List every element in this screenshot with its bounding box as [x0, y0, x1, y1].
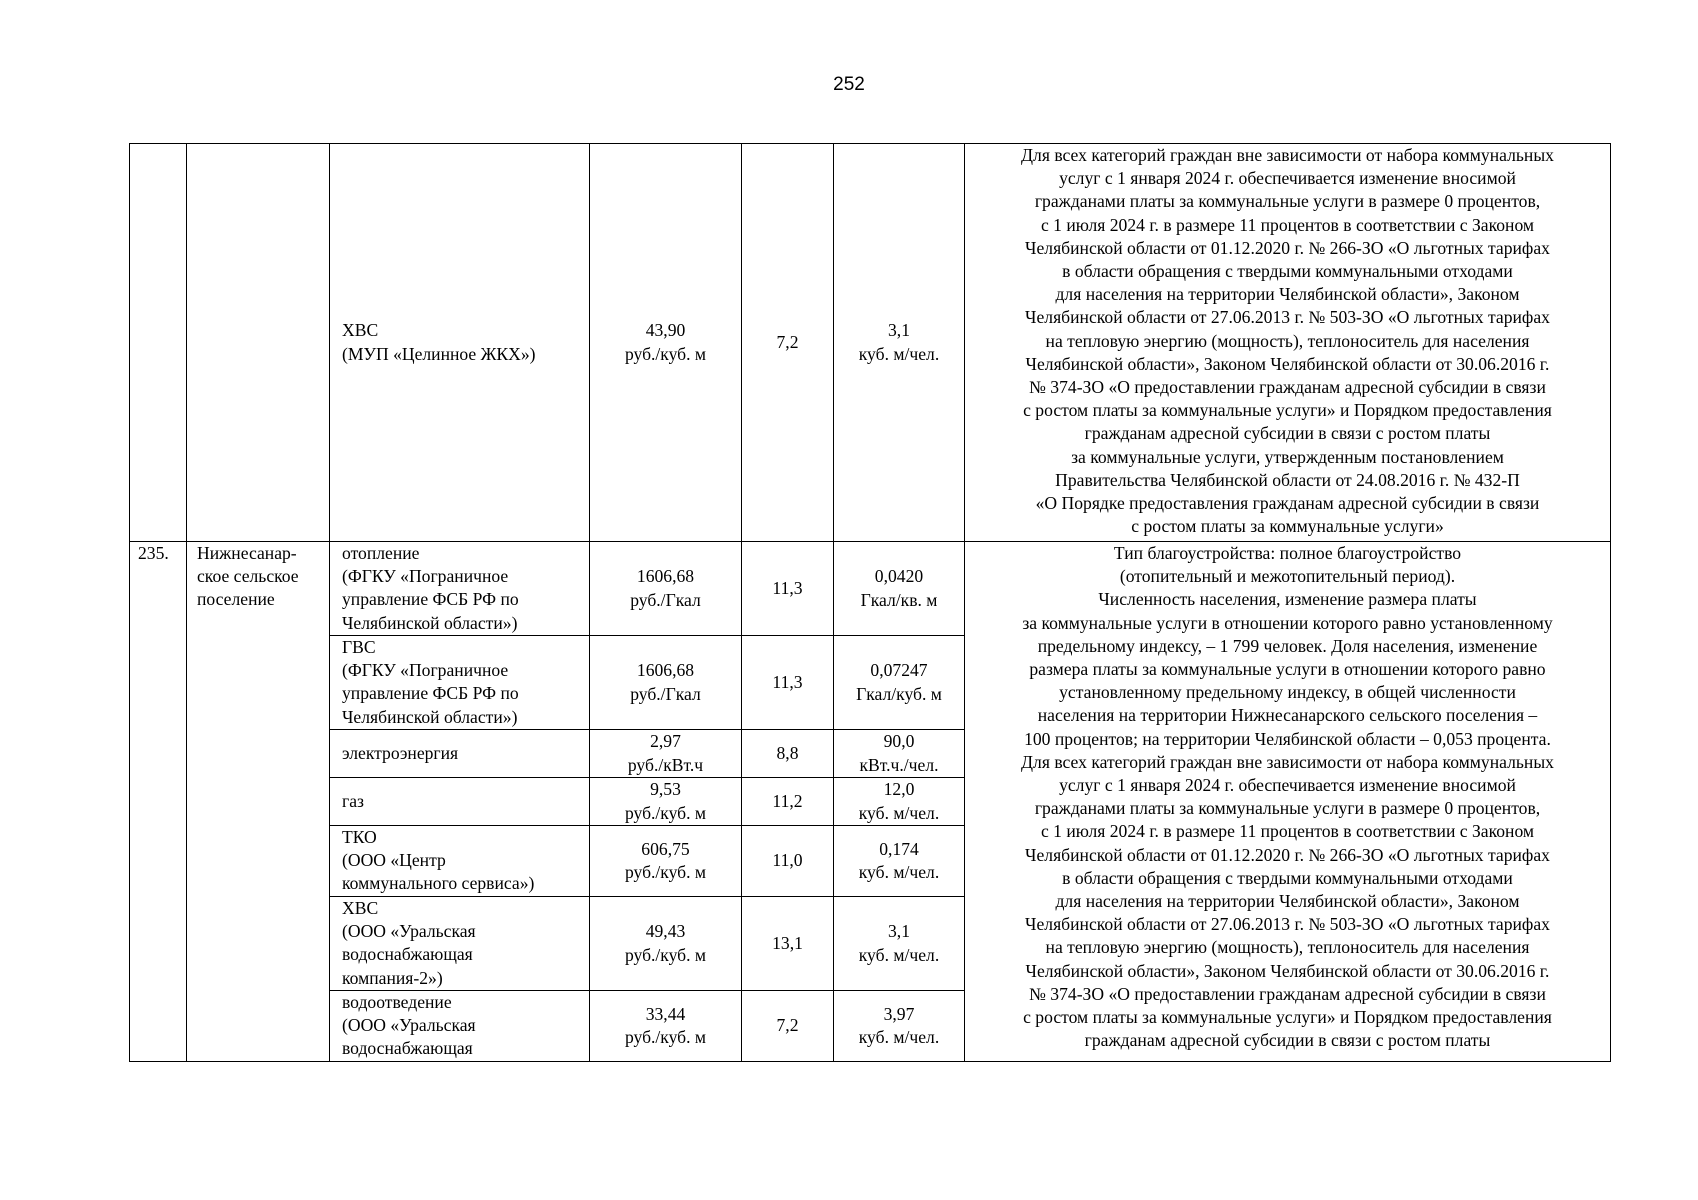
text-line: 9,53	[650, 779, 681, 800]
index-cell: 11,2	[742, 778, 834, 826]
tariff-cell	[590, 144, 742, 542]
text-line: гражданам адресной субсидии в связи с ростом платы	[1084, 423, 1491, 444]
text-line: руб./Гкал	[630, 683, 701, 704]
text-line: управление ФСБ РФ по	[342, 683, 519, 704]
text-line: с ростом платы за коммунальные услуги» и Порядком предоставления	[1023, 1007, 1552, 1028]
norm-cell	[834, 144, 965, 542]
text-line: в области обращения с твердыми коммунальными отходами	[1062, 867, 1513, 888]
text-line: ГВС	[342, 637, 376, 657]
text-line: электроэнергия	[342, 742, 459, 763]
text-line: руб./куб. м	[624, 944, 707, 965]
text-line: водоснабжающая	[342, 1038, 473, 1059]
row-number-cell	[130, 144, 187, 542]
text-line: с ростом платы за коммунальные услуги»	[1131, 516, 1444, 537]
text-line: ХВС	[342, 320, 379, 341]
text-line: (ООО «Центр	[342, 850, 446, 871]
text-line: услуг с 1 января 2024 г. обеспечивается изменение вносимой	[1059, 775, 1516, 796]
text-line: руб./Гкал	[630, 589, 701, 610]
note-cell	[965, 542, 1611, 1062]
row-number-cell: 235.	[130, 542, 187, 1062]
text-line: Челябинской области от 01.12.2020 г. № 266-ЗО «О льготных тарифах	[1025, 844, 1550, 865]
text-line: в области обращения с твердыми коммунальными отходами	[1062, 261, 1513, 282]
text-line: № 374-ЗО «О предоставлении гражданам адресной субсидии в связи	[1029, 983, 1546, 1004]
text-line: газ	[342, 790, 364, 811]
text-line: на тепловую энергию (мощность), теплоноситель для населения	[1045, 937, 1530, 958]
text-line: руб./куб. м	[624, 802, 707, 823]
text-line: Челябинской области»)	[342, 612, 518, 633]
text-line: куб. м/чел.	[858, 944, 940, 965]
text-line: № 374-ЗО «О предоставлении гражданам адресной субсидии в связи	[1029, 377, 1546, 398]
norm-cell	[834, 991, 965, 1062]
text-line: коммунального сервиса»)	[342, 873, 535, 894]
norm-cell	[834, 897, 965, 991]
norm-cell	[834, 778, 965, 826]
text-line: (ООО «Уральская	[342, 1015, 476, 1036]
service-cell	[330, 897, 590, 991]
tariff-cell	[590, 897, 742, 991]
text-line: на тепловую энергию (мощность), теплоноситель для населения	[1045, 330, 1530, 351]
text-line: 1606,68	[636, 566, 695, 587]
text-line: (МУП «Целинное ЖКХ»)	[342, 343, 536, 364]
tariff-cell	[590, 636, 742, 730]
text-line: 100 процентов; на территории Челябинской области – 0,053 процента.	[1024, 728, 1551, 749]
table-row	[130, 542, 1611, 636]
text-line: поселение	[197, 589, 275, 610]
norm-cell	[834, 730, 965, 778]
text-line: 3,1	[888, 921, 910, 942]
text-line: с 1 июля 2024 г. в размере 11 процентов в соответствии с Законом	[1040, 821, 1535, 842]
text-line: 43,90	[645, 320, 686, 341]
table-row	[130, 144, 1611, 542]
index-cell: 8,8	[742, 730, 834, 778]
tariff-cell	[590, 826, 742, 897]
page-number: 252	[833, 74, 865, 95]
text-line: населения на территории Нижнесанарского сельского поселения –	[1037, 705, 1538, 726]
text-line: (ООО «Уральская	[342, 921, 476, 942]
index-cell: 7,2	[742, 991, 834, 1062]
text-line: 0,174	[879, 838, 919, 859]
service-cell	[330, 730, 590, 778]
text-line: для населения на территории Челябинской области», Законом	[1055, 891, 1520, 912]
text-line: гражданами платы за коммунальные услуги в размере 0 процентов,	[1034, 191, 1541, 212]
text-line: куб. м/чел.	[858, 1027, 940, 1047]
index-cell: 11,3	[742, 542, 834, 636]
text-line: 0,0420	[874, 566, 924, 587]
text-line: водоснабжающая	[342, 944, 473, 965]
settlement-cell	[187, 542, 330, 1062]
text-line: (ФГКУ «Пограничное	[342, 660, 509, 681]
text-line: Челябинской области от 27.06.2013 г. № 503-ЗО «О льготных тарифах	[1025, 914, 1550, 935]
text-line: куб. м/чел.	[858, 802, 940, 823]
service-cell	[330, 144, 590, 542]
service-cell	[330, 991, 590, 1062]
text-line: управление ФСБ РФ по	[342, 589, 519, 610]
text-line: руб./кВт.ч	[627, 754, 704, 775]
text-line: Челябинской области от 01.12.2020 г. № 266-ЗО «О льготных тарифах	[1025, 237, 1550, 258]
text-line: Гкал/кв. м	[860, 589, 938, 610]
text-line: Для всех категорий граждан вне зависимости от набора коммунальных	[1021, 751, 1554, 772]
tariff-cell	[590, 778, 742, 826]
text-line: гражданам адресной субсидии в связи с ростом платы	[1084, 1030, 1491, 1051]
tariff-table	[129, 143, 1611, 1062]
text-line: 3,97	[883, 1003, 915, 1024]
text-line: Тип благоустройства: полное благоустройство	[1113, 543, 1462, 563]
text-line: 33,44	[645, 1003, 686, 1024]
text-line: с ростом платы за коммунальные услуги» и Порядком предоставления	[1023, 400, 1552, 421]
text-line: компания-2»)	[342, 967, 443, 988]
text-line: Челябинской области», Законом Челябинской области от 30.06.2016 г.	[1025, 353, 1550, 374]
text-line: 3,1	[888, 320, 910, 341]
text-line: водоотведение	[342, 992, 452, 1012]
service-cell	[330, 778, 590, 826]
text-line: (отопительный и межотопительный период).	[1119, 566, 1456, 587]
text-line: гражданами платы за коммунальные услуги в размере 0 процентов,	[1034, 798, 1541, 819]
index-cell: 13,1	[742, 897, 834, 991]
text-line: ТКО	[342, 827, 377, 847]
tariff-cell	[590, 991, 742, 1062]
text-line: предельному индексу, – 1 799 человек. Доля населения, изменение	[1037, 635, 1538, 656]
text-line: размера платы за коммунальные услуги в отношении которого равно	[1029, 659, 1546, 680]
text-line: Нижнесанар-	[197, 543, 297, 563]
text-line: Гкал/куб. м	[856, 683, 942, 704]
norm-cell	[834, 636, 965, 730]
norm-cell	[834, 826, 965, 897]
text-line: 606,75	[641, 838, 690, 859]
tariff-cell	[590, 542, 742, 636]
text-line: руб./куб. м	[624, 343, 707, 364]
text-line: с 1 июля 2024 г. в размере 11 процентов в соответствии с Законом	[1040, 214, 1535, 235]
text-line: руб./куб. м	[624, 862, 707, 882]
text-line: ХВС	[342, 898, 379, 918]
text-line: Правительства Челябинской области от 24.08.2016 г. № 432-П	[1055, 469, 1520, 490]
text-line: услуг с 1 января 2024 г. обеспечивается изменение вносимой	[1059, 168, 1516, 189]
index-cell: 7,2	[742, 144, 834, 542]
text-line: «О Порядке предоставления гражданам адресной субсидии в связи	[1035, 493, 1540, 514]
text-line: Численность населения, изменение размера платы	[1098, 589, 1477, 610]
text-line: руб./куб. м	[624, 1027, 707, 1047]
tariff-cell	[590, 730, 742, 778]
text-line: 12,0	[883, 779, 915, 800]
text-line: отопление	[342, 543, 420, 563]
text-line: Челябинской области от 27.06.2013 г. № 503-ЗО «О льготных тарифах	[1025, 307, 1550, 328]
text-line: 2,97	[650, 731, 681, 752]
text-line: 90,0	[883, 731, 915, 752]
text-line: куб. м/чел.	[858, 862, 940, 882]
text-line: установленному предельному индексу, в общей численности	[1059, 682, 1516, 703]
text-line: Челябинской области»)	[342, 706, 518, 727]
text-line: кВт.ч./чел.	[859, 754, 939, 775]
text-line: (ФГКУ «Пограничное	[342, 566, 509, 587]
text-line: Для всех категорий граждан вне зависимости от набора коммунальных	[1021, 145, 1554, 165]
service-cell	[330, 542, 590, 636]
index-cell: 11,3	[742, 636, 834, 730]
text-line: за коммунальные услуги в отношении которого равно установленному	[1022, 612, 1553, 633]
index-cell: 11,0	[742, 826, 834, 897]
text-line: 1606,68	[636, 660, 695, 681]
norm-cell	[834, 542, 965, 636]
text-line: для населения на территории Челябинской области», Законом	[1055, 284, 1520, 305]
text-line: Челябинской области», Законом Челябинской области от 30.06.2016 г.	[1025, 960, 1550, 981]
service-cell	[330, 636, 590, 730]
text-line: за коммунальные услуги, утвержденным постановлением	[1071, 446, 1504, 467]
text-line: 0,07247	[870, 660, 928, 681]
text-line: куб. м/чел.	[858, 343, 940, 364]
settlement-cell	[187, 144, 330, 542]
text-line: ское сельское	[197, 566, 299, 587]
service-cell	[330, 826, 590, 897]
text-line: 49,43	[645, 921, 686, 942]
note-cell	[965, 144, 1611, 542]
